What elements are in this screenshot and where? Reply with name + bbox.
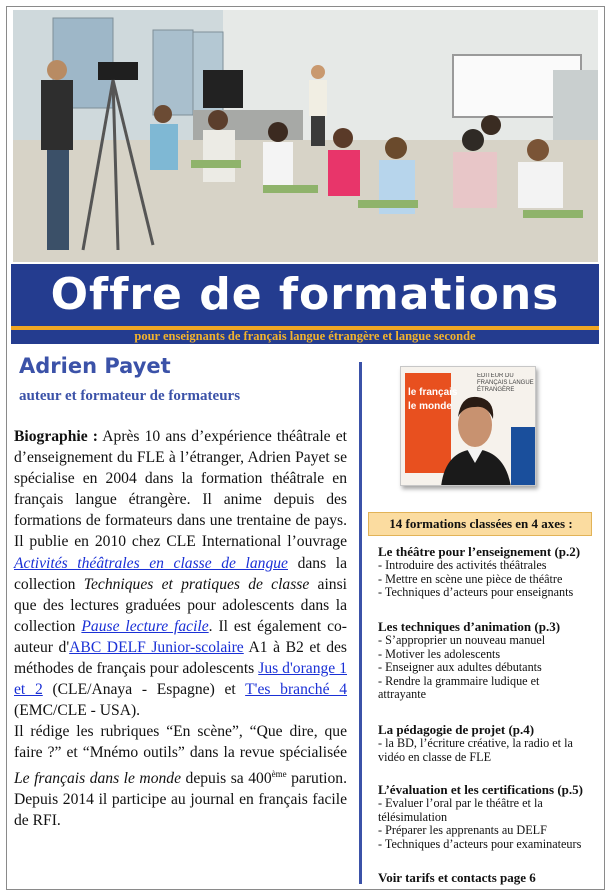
bio-label: Biographie : <box>14 428 98 445</box>
page-subtitle: pour enseignants de français langue étrangère et langue seconde <box>134 329 476 343</box>
axis-heading: Les techniques d’animation (p.3) <box>378 619 561 634</box>
axis-heading: La pédagogie de projet (p.4) <box>378 722 535 737</box>
magazine-title: Le français dans le monde <box>14 769 182 787</box>
axis-group-evaluation <box>378 783 604 851</box>
bio-text: depuis sa 400 <box>181 769 272 787</box>
axis-item: - Motiver les adolescents <box>378 646 501 661</box>
axis-heading: L’évaluation et les certifications (p.5) <box>378 782 583 797</box>
bio-superscript: ème <box>271 768 287 779</box>
portrait-book-text-2: le monde <box>408 401 452 412</box>
link-jus-dorange[interactable]: Jus d'orange 1 et 2 <box>14 660 347 699</box>
axis-item: - Introduire des activités théâtrales <box>378 558 547 573</box>
axis-item: - Mettre en scène une pièce de théâtre <box>378 571 563 586</box>
biography <box>14 426 347 831</box>
axis-group-theatre <box>378 545 604 600</box>
author-name: Adrien Payet <box>19 354 171 378</box>
link-activites-theatrales[interactable]: Activités théâtrales en classe de langue <box>14 554 288 572</box>
axis-item: - la BD, l’écriture créative, la radio et la vidéo en classe de FLE <box>378 736 573 764</box>
classroom-photo <box>13 10 598 262</box>
bio-text: dans la collection <box>14 554 347 593</box>
page-title: Offre de formations <box>50 269 560 320</box>
axis-item: - S’approprier un nouveau manuel <box>378 633 546 648</box>
axis-item: - Enseigner aux adultes débutants <box>378 660 542 675</box>
portrait-side-text: ÉDITEUR DU FRANÇAIS LANGUE ÉTRANGÈRE <box>477 373 534 393</box>
axis-heading: Le théâtre pour l’enseignement (p.2) <box>378 544 581 559</box>
axis-item: - Evaluer l’oral par le théâtre et la télésimulation <box>378 796 543 824</box>
axes-summary-box <box>368 512 592 536</box>
bio-text: Après 10 ans d’expérience théâtrale et d’enseignement du FLE à l’étranger, Adrien Payet se spécialise en 2004 dans la formation théâtrale en français langue étrangère. Il anime depuis des formations de formateurs dans une trentaine de pays. Il publie en 2010 chez CLE International l’ouvrage <box>14 428 347 551</box>
axis-item: - Techniques d’acteurs pour examinateurs <box>378 836 582 851</box>
bio-text: parution. Depuis 2014 il participe au journal en français facile de RFI. <box>14 769 347 829</box>
portrait-book-text-1: le français <box>408 387 458 398</box>
bio-text: (CLE/Anaya - Espagne) et <box>42 681 246 699</box>
column-divider <box>359 362 362 884</box>
link-pause-lecture[interactable]: Pause lecture facile <box>81 617 209 635</box>
bio-text: . Il est également co-auteur d' <box>14 617 347 656</box>
link-tes-branche[interactable]: T'es branché 4 <box>245 681 348 699</box>
author-portrait <box>400 366 536 486</box>
bio-text: A1 à B2 et des méthodes de français pour adolescents <box>14 638 348 678</box>
axis-item: - Techniques d’acteurs pour enseignants <box>378 585 574 600</box>
title-banner <box>11 264 599 326</box>
axis-item: - Rendre la grammaire ludique et attrayante <box>378 673 540 702</box>
collection-title: Techniques et pratiques de classe <box>83 575 310 593</box>
author-role: auteur et formateur de formateurs <box>19 388 241 404</box>
axes-title: 14 formations classées en 4 axes : <box>389 516 573 531</box>
bio-text: (EMC/CLE - USA). <box>14 702 141 720</box>
axis-group-projet <box>378 723 604 764</box>
axis-group-animation <box>378 620 604 701</box>
bio-text: ainsi que des lectures graduées pour adolescents dans la collection <box>14 575 347 635</box>
bio-text: Il rédige les rubriques “En scène”, “Que dire, que faire ?” et “Mnémo outils” dans la revue spécialisée <box>14 723 347 762</box>
tarifs-footer: Voir tarifs et contacts page 6 <box>378 870 536 885</box>
axis-item: - Préparer les apprenants au DELF <box>378 823 547 838</box>
link-abc-delf[interactable]: ABC DELF Junior-scolaire <box>69 638 244 656</box>
